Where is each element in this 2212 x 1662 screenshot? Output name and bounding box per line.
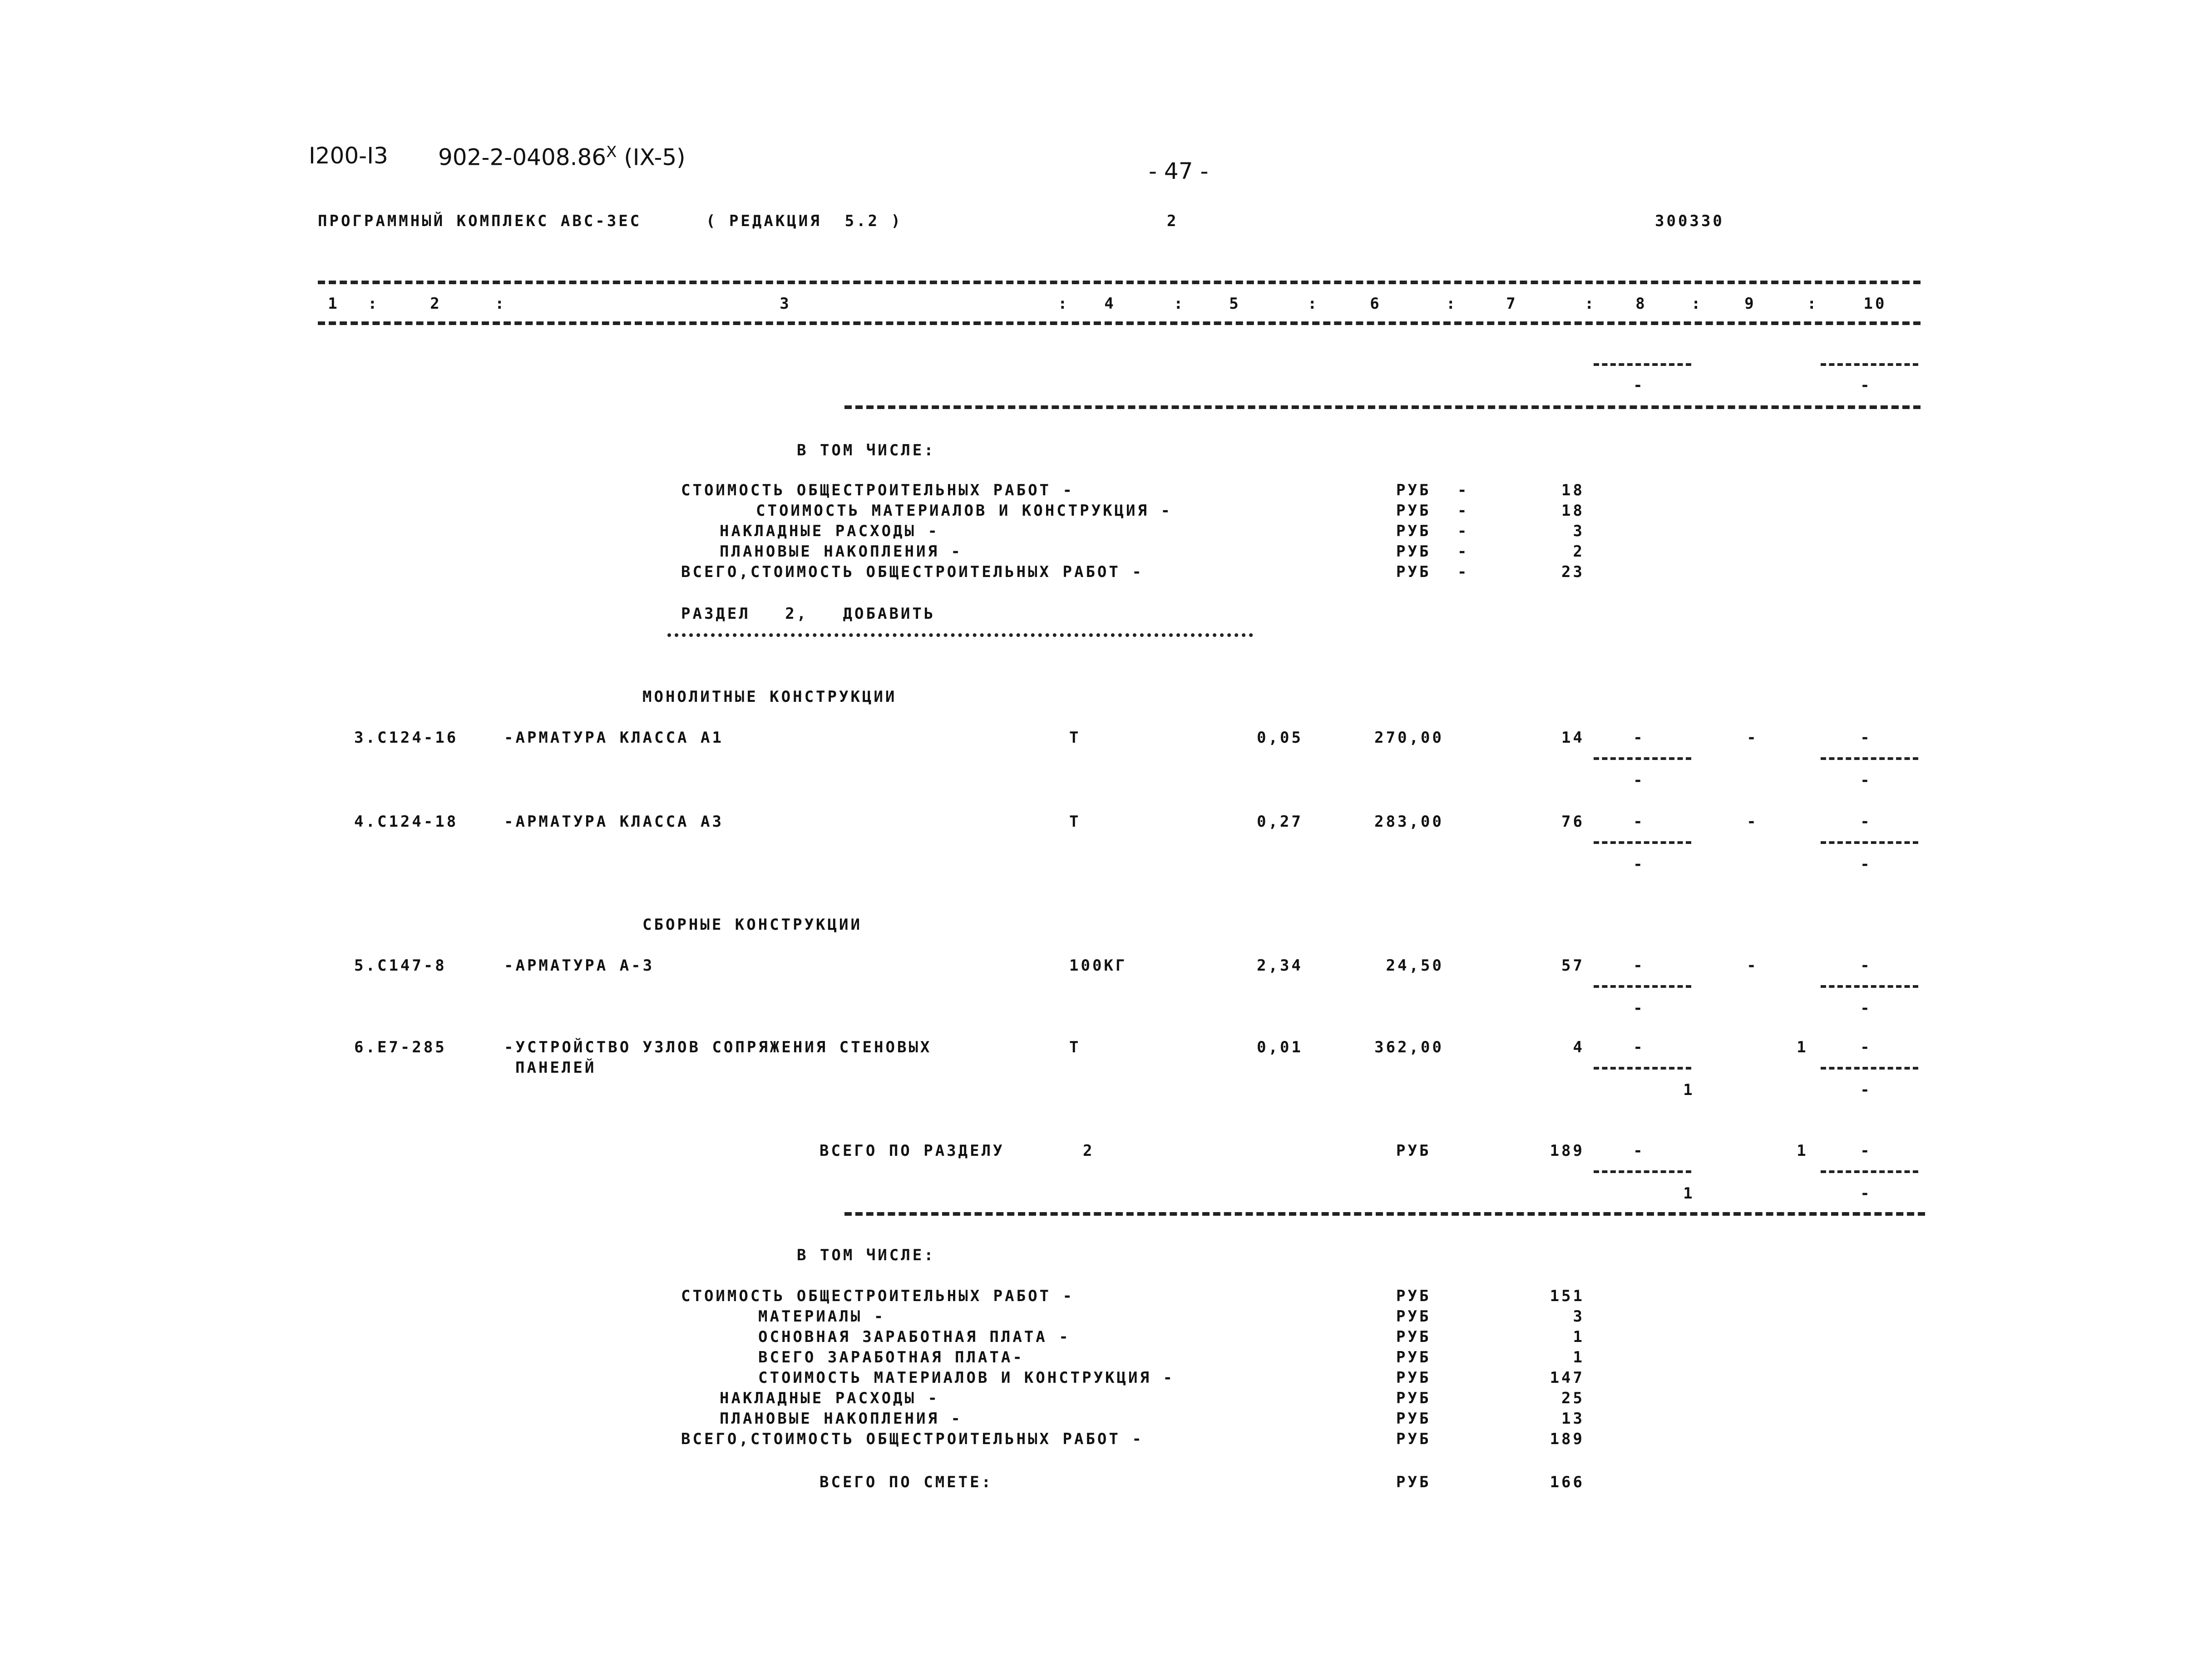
summary2-unit: РУБ [1396, 1348, 1431, 1366]
summary2-unit: РУБ [1396, 1389, 1431, 1407]
standard-base: 902-2-0408.86 [438, 144, 607, 171]
item-quantity: 2,34 [1257, 957, 1303, 975]
item-col8-sub: 1 [1683, 1081, 1695, 1099]
item-col10-rule [1821, 757, 1918, 760]
summary2-label: СТОИМОСТЬ МАТЕРИАЛОВ И КОНСТРУКЦИЯ - [758, 1369, 1175, 1387]
column-separator: : [1807, 295, 1819, 313]
item-code: 4.С124-18 [354, 813, 459, 831]
item-col9: - [1747, 729, 1758, 747]
item-col8: - [1633, 729, 1645, 747]
summary2-label: МАТЕРИАЛЫ - [758, 1307, 886, 1326]
block-separator-rule [844, 1212, 1925, 1216]
item-col10: - [1860, 957, 1872, 975]
column-6-number: 6 [1370, 295, 1382, 313]
column-10-number: 10 [1863, 295, 1887, 313]
item-col10: - [1860, 729, 1872, 747]
summary2-value: 3 [1573, 1307, 1585, 1326]
summary1-value: 2 [1573, 542, 1585, 561]
column-4-number: 4 [1104, 295, 1116, 313]
summary2-label: СТОИМОСТЬ ОБЩЕСТРОИТЕЛЬНЫХ РАБОТ - [681, 1287, 1074, 1305]
column-separator: : [495, 295, 507, 313]
item-col10-rule [1821, 985, 1918, 988]
section-total-number: 2 [1083, 1142, 1095, 1160]
item-col9: 1 [1797, 1038, 1808, 1056]
item-col10: - [1860, 1038, 1872, 1056]
item-col8-rule [1594, 985, 1691, 988]
column-1-number: 1 [328, 295, 340, 313]
grand-total-label: ВСЕГО ПО СМЕТЕ: [820, 1473, 993, 1491]
item-col8-sub: - [1633, 999, 1645, 1017]
col10-subtotal-rule [1821, 363, 1918, 366]
summary2-unit: РУБ [1396, 1287, 1431, 1305]
item-col10-rule [1821, 841, 1918, 844]
program-edition: ( РЕДАКЦИЯ 5.2 ) [706, 212, 903, 230]
item-unit: Т [1069, 1038, 1081, 1056]
section-total-col10: - [1860, 1142, 1872, 1160]
summary2-label: ВСЕГО,СТОИМОСТЬ ОБЩЕСТРОИТЕЛЬНЫХ РАБОТ - [681, 1430, 1144, 1448]
item-col8-rule [1594, 1067, 1691, 1070]
summary2-unit: РУБ [1396, 1410, 1431, 1428]
section-total-col8: - [1633, 1142, 1645, 1160]
item-col9: - [1747, 957, 1758, 975]
item-col10-sub: - [1860, 855, 1872, 873]
summary1-unit: РУБ [1396, 542, 1431, 561]
summary1-label: СТОИМОСТЬ ОБЩЕСТРОИТЕЛЬНЫХ РАБОТ - [681, 481, 1074, 499]
column-9-number: 9 [1744, 295, 1756, 313]
section-total-col8-rule [1594, 1170, 1691, 1173]
sheet-number: 2 [1167, 212, 1179, 230]
summary2-unit: РУБ [1396, 1328, 1431, 1346]
standard-superscript: X [606, 143, 617, 161]
summary1-separator: - [1457, 563, 1469, 581]
summary2-value: 189 [1550, 1430, 1585, 1448]
summary1-separator: - [1457, 481, 1469, 499]
item-name: -УСТРОЙСТВО УЗЛОВ СОПРЯЖЕНИЯ СТЕНОВЫХ [504, 1038, 932, 1056]
section-total-unit: РУБ [1396, 1142, 1431, 1160]
program-code: 300330 [1655, 212, 1724, 230]
item-unit: 100КГ [1069, 957, 1127, 975]
item-unit-price: 283,00 [1374, 813, 1444, 831]
item-quantity: 0,05 [1257, 729, 1303, 747]
column-2-number: 2 [430, 295, 442, 313]
summary1-value: 18 [1561, 481, 1585, 499]
item-unit-price: 270,00 [1374, 729, 1444, 747]
program-name: ПРОГРАММНЫЙ КОМПЛЕКС АВС-ЗЕС [318, 212, 642, 230]
column-separator: : [1308, 295, 1319, 313]
summary1-label: ВСЕГО,СТОИМОСТЬ ОБЩЕСТРОИТЕЛЬНЫХ РАБОТ - [681, 563, 1144, 581]
summary1-unit: РУБ [1396, 502, 1431, 520]
item-col8-sub: - [1633, 771, 1645, 789]
item-name: -АРМАТУРА А-3 [504, 957, 655, 975]
column-8-number: 8 [1635, 295, 1647, 313]
section-total-value: 189 [1550, 1142, 1585, 1160]
summary2-label: ПЛАНОВЫЕ НАКОПЛЕНИЯ - [720, 1410, 963, 1428]
item-unit: Т [1069, 813, 1081, 831]
summary1-label: НАКЛАДНЫЕ РАСХОДЫ - [720, 522, 939, 540]
column-separator: : [1058, 295, 1070, 313]
section-total-label: ВСЕГО ПО РАЗДЕЛУ [820, 1142, 1005, 1160]
summary2-value: 13 [1561, 1410, 1585, 1428]
summary1-label: СТОИМОСТЬ МАТЕРИАЛОВ И КОНСТРУКЦИЯ - [756, 502, 1172, 520]
item-code: 6.Е7-285 [354, 1038, 447, 1056]
summary1-label: ПЛАНОВЫЕ НАКОПЛЕНИЯ - [720, 542, 963, 561]
summary1-value: 23 [1561, 563, 1585, 581]
summary2-label: ОСНОВНАЯ ЗАРАБОТНАЯ ПЛАТА - [758, 1328, 1071, 1346]
item-col8-rule [1594, 841, 1691, 844]
summary1-unit: РУБ [1396, 481, 1431, 499]
standard-suffix: (IX-5) [624, 144, 686, 171]
summary1-heading: В ТОМ ЧИСЛЕ: [797, 441, 936, 459]
item-total: 14 [1561, 729, 1585, 747]
item-col8: - [1633, 813, 1645, 831]
item-col9: - [1747, 813, 1758, 831]
item-quantity: 0,27 [1257, 813, 1303, 831]
item-code: 5.С147-8 [354, 957, 447, 975]
summary2-value: 1 [1573, 1348, 1585, 1366]
item-col10: - [1860, 813, 1872, 831]
block-separator-rule [844, 405, 1921, 409]
summary1-value: 3 [1573, 522, 1585, 540]
page-number: - 47 - [1149, 158, 1209, 184]
grand-total-unit: РУБ [1396, 1473, 1431, 1491]
item-col10-sub: - [1860, 771, 1872, 789]
summary1-unit: РУБ [1396, 522, 1431, 540]
column-7-number: 7 [1506, 295, 1518, 313]
item-name: -АРМАТУРА КЛАССА А1 [504, 729, 724, 747]
item-code: 3.С124-16 [354, 729, 459, 747]
summary1-value: 18 [1561, 502, 1585, 520]
col8-carry-value: - [1633, 376, 1645, 395]
summary2-label: ВСЕГО ЗАРАБОТНАЯ ПЛАТА- [758, 1348, 1024, 1366]
column-separator: : [1446, 295, 1458, 313]
item-col10-sub: - [1860, 1081, 1872, 1099]
column-separator: : [368, 295, 380, 313]
group-heading-monolithic: МОНОЛИТНЫЕ КОНСТРУКЦИИ [642, 688, 897, 706]
section-total-col10-sub: - [1860, 1184, 1872, 1203]
item-total: 4 [1573, 1038, 1585, 1056]
summary1-separator: - [1457, 542, 1469, 561]
summary2-value: 25 [1561, 1389, 1585, 1407]
summary1-separator: - [1457, 522, 1469, 540]
header-bottom-rule [318, 321, 1921, 325]
item-name-continued: ПАНЕЛЕЙ [515, 1059, 597, 1077]
item-unit: Т [1069, 729, 1081, 747]
item-unit-price: 24,50 [1386, 957, 1444, 975]
column-separator: : [1585, 295, 1596, 313]
group-heading-prefab: СБОРНЫЕ КОНСТРУКЦИИ [642, 916, 862, 934]
header-top-rule [318, 281, 1921, 284]
item-col10-rule [1821, 1067, 1918, 1070]
section-total-col9: 1 [1797, 1142, 1808, 1160]
summary2-unit: РУБ [1396, 1307, 1431, 1326]
section-title: РАЗДЕЛ 2, ДОБАВИТЬ [681, 605, 936, 623]
section-total-col8-sub: 1 [1683, 1184, 1695, 1203]
item-col8-sub: - [1633, 855, 1645, 873]
item-total: 76 [1561, 813, 1585, 831]
item-total: 57 [1561, 957, 1585, 975]
item-col8: - [1633, 957, 1645, 975]
standard-number [438, 144, 686, 169]
summary2-value: 1 [1573, 1328, 1585, 1346]
item-name: -АРМАТУРА КЛАССА А3 [504, 813, 724, 831]
item-quantity: 0,01 [1257, 1038, 1303, 1056]
summary1-unit: РУБ [1396, 563, 1431, 581]
summary1-separator: - [1457, 502, 1469, 520]
summary2-unit: РУБ [1396, 1369, 1431, 1387]
summary2-heading: В ТОМ ЧИСЛЕ: [797, 1246, 936, 1264]
summary2-label: НАКЛАДНЫЕ РАСХОДЫ - [720, 1389, 939, 1407]
section-total-col10-rule [1821, 1170, 1918, 1173]
grand-total-value: 166 [1550, 1473, 1585, 1491]
item-col8: - [1633, 1038, 1645, 1056]
item-col8-rule [1594, 757, 1691, 760]
column-separator: : [1691, 295, 1703, 313]
col10-carry-value: - [1860, 376, 1872, 395]
column-5-number: 5 [1229, 295, 1241, 313]
col8-subtotal-rule [1594, 363, 1691, 366]
summary2-unit: РУБ [1396, 1430, 1431, 1448]
summary2-value: 151 [1550, 1287, 1585, 1305]
item-col10-sub: - [1860, 999, 1872, 1017]
section-title-underline [667, 633, 1253, 637]
column-3-number: 3 [780, 295, 791, 313]
item-unit-price: 362,00 [1374, 1038, 1444, 1056]
column-separator: : [1174, 295, 1185, 313]
summary2-value: 147 [1550, 1369, 1585, 1387]
doc-code: I200-I3 [309, 143, 388, 169]
